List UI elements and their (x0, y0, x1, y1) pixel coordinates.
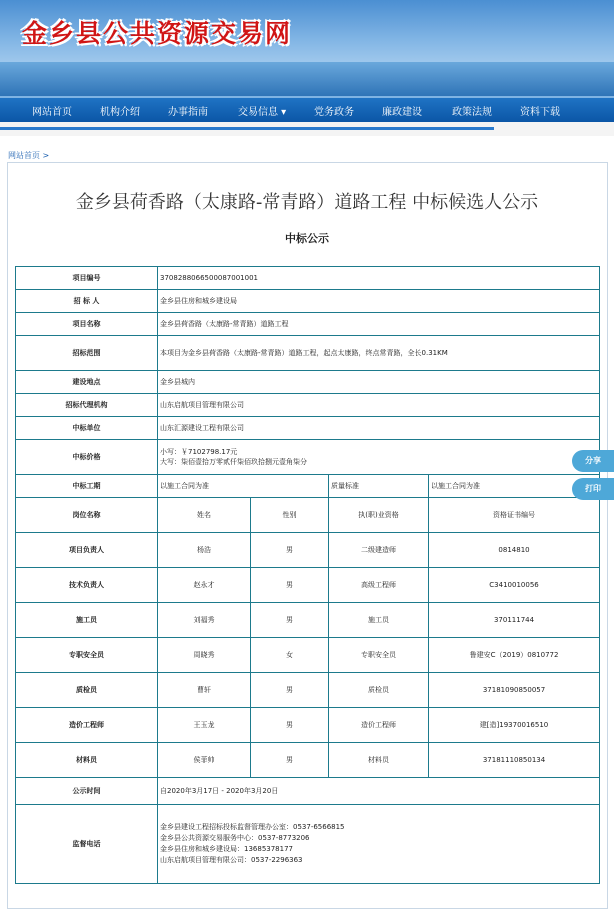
table-row: 监督电话 金乡县建设工程招标投标监督管理办公室：0537-6566815 金乡县公共资源交易服务中心：0537-8773206 金乡县住房和城乡建设局：13685378177 山东启航项目管理有限公司：0537-2296363 (16, 805, 600, 884)
banner-scenery (0, 62, 614, 96)
table-row: 中标价格 小写：￥7102798.17元 大写：柒佰壹拾万零贰仟柒佰玖拾捌元壹角柒分 (16, 440, 600, 475)
quality: 以施工合同为准 (429, 475, 600, 498)
table-row: 中标单位 山东汇源建设工程有限公司 (16, 417, 600, 440)
share-button[interactable]: 分享 (572, 450, 614, 472)
main-nav (0, 96, 614, 122)
table-row: 公示时间 自2020年3月17日 - 2020年3月20日 (16, 778, 600, 805)
nav-party[interactable]: 党务政务 (314, 107, 354, 118)
nav-policy[interactable]: 政策法规 (452, 107, 492, 118)
period: 以施工合同为准 (158, 475, 329, 498)
print-button[interactable]: 打印 (572, 478, 614, 500)
nav-integrity[interactable]: 廉政建设 (382, 107, 422, 118)
table-row: 施工员 刘福秀 男 施工员 370111744 (16, 603, 600, 638)
table-row: 招标代理机构 山东启航项目管理有限公司 (16, 394, 600, 417)
table-row: 材料员 侯菲帅 男 材料员 37181110850134 (16, 743, 600, 778)
site-title: 金乡县公共资源交易网 (22, 19, 293, 48)
project-no: 3708288066500087001001 (158, 267, 600, 290)
table-row: 项目负责人 杨浩 男 二级建造师 0814810 (16, 533, 600, 568)
table-row: 招 标 人 金乡县住房和城乡建设局 (16, 290, 600, 313)
page-subtitle: 中标公示 (285, 232, 329, 245)
table-row: 质检员 曹轩 男 质检员 37181090850057 (16, 673, 600, 708)
page-title: 金乡县荷香路（太康路-常青路）道路工程 中标候选人公示 (75, 192, 539, 213)
project-name: 金乡县荷香路（太康路-常青路）道路工程 (158, 313, 600, 336)
nav-guide[interactable]: 办事指南 (168, 107, 208, 118)
nav-download[interactable]: 资料下载 (520, 107, 560, 118)
bidder: 金乡县住房和城乡建设局 (158, 290, 600, 313)
table-row: 项目编号 3708288066500087001001 (16, 267, 600, 290)
location: 金乡县城内 (158, 371, 600, 394)
publicity-time: 自2020年3月17日 - 2020年3月20日 (158, 778, 600, 805)
nav-home[interactable]: 网站首页 (32, 107, 72, 118)
site-banner (0, 0, 614, 96)
table-row: 技术负责人 赵永才 男 高级工程师 C3410010056 (16, 568, 600, 603)
supervision-phones: 金乡县建设工程招标投标监督管理办公室：0537-6566815 金乡县公共资源交易服务中心：0537-8773206 金乡县住房和城乡建设局：13685378177 山东启航项目管理有限公司：0537-2296363 (158, 805, 600, 884)
table-row: 专职安全员 周晓秀 女 专职安全员 鲁建安C（2019）0810772 (16, 638, 600, 673)
award-table (15, 266, 600, 884)
agency: 山东启航项目管理有限公司 (158, 394, 600, 417)
table-header-row: 岗位名称 姓名 性别 执(职)业资格 资格证书编号 (16, 498, 600, 533)
breadcrumb[interactable]: 网站首页 > (8, 151, 50, 160)
nav-about[interactable]: 机构介绍 (100, 107, 140, 118)
table-row: 建设地点 金乡县城内 (16, 371, 600, 394)
price: 小写：￥7102798.17元 大写：柒佰壹拾万零贰仟柒佰玖拾捌元壹角柒分 (158, 440, 600, 475)
table-row: 招标范围 本项目为金乡县荷香路（太康路-常青路）道路工程，起点太康路，终点常青路，全长0.31KM (16, 336, 600, 371)
table-row: 中标工期 以施工合同为准 质量标准 以施工合同为准 (16, 475, 600, 498)
winner: 山东汇源建设工程有限公司 (158, 417, 600, 440)
table-row: 项目名称 金乡县荷香路（太康路-常青路）道路工程 (16, 313, 600, 336)
table-row: 造价工程师 王玉龙 男 造价工程师 建[造]19370016510 (16, 708, 600, 743)
nav-underbar (0, 122, 614, 136)
nav-trade-info[interactable]: 交易信息 ▾ (238, 107, 287, 118)
bid-scope: 本项目为金乡县荷香路（太康路-常青路）道路工程，起点太康路，终点常青路，全长0.31KM (158, 336, 600, 371)
